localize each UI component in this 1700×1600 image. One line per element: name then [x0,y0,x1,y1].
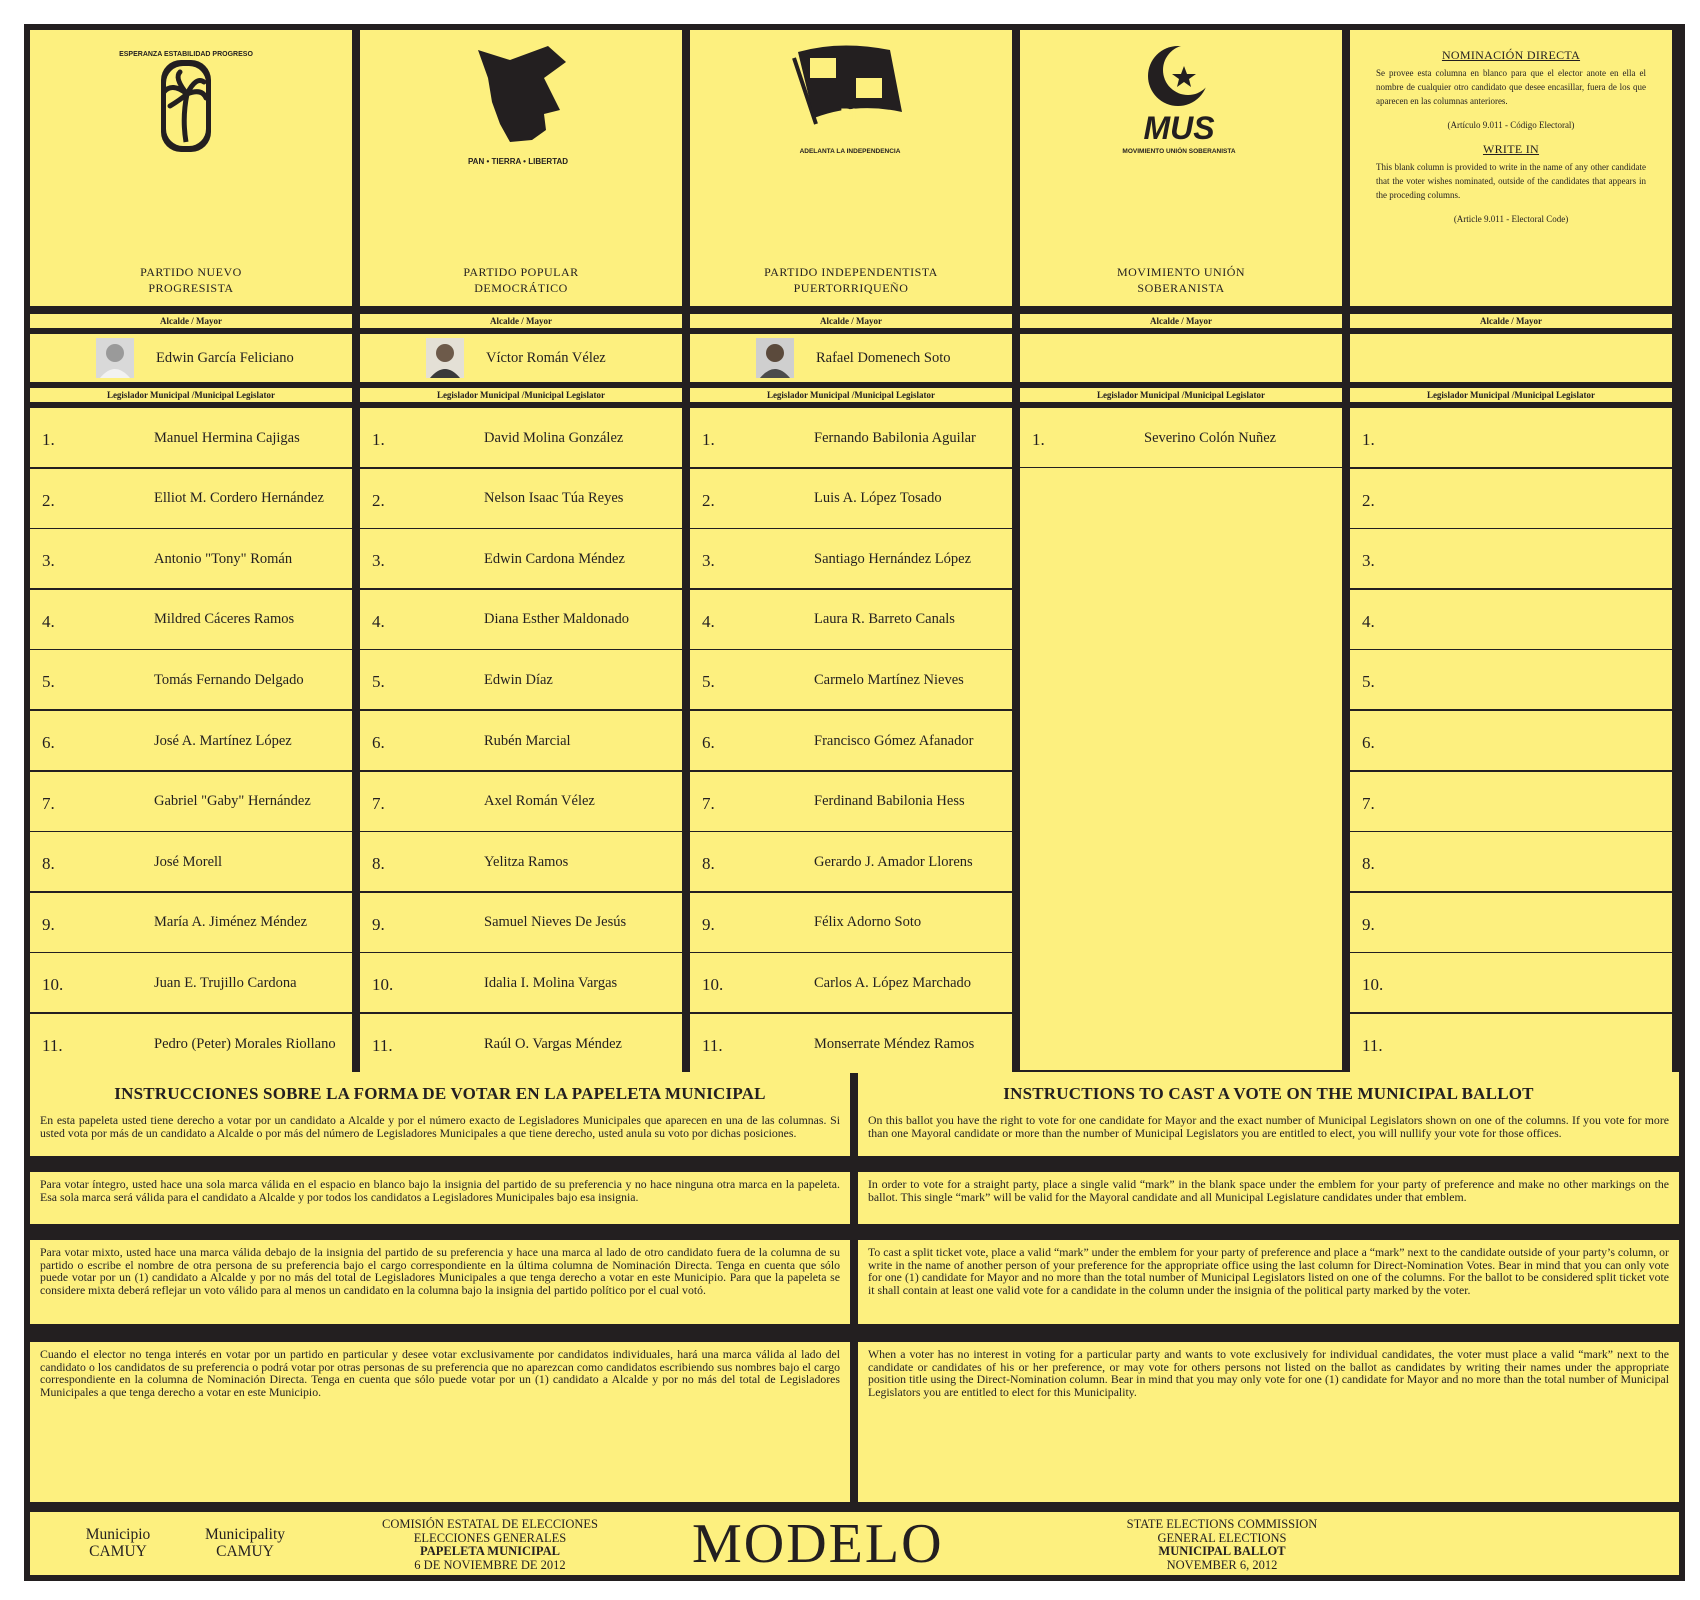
row-number: 5. [42,672,55,692]
instructions-en-1 [858,1072,1679,1156]
legislator-name: Raúl O. Vargas Méndez [484,1035,622,1052]
instructions-title-es: INSTRUCCIONES SOBRE LA FORMA DE VOTAR EN LA PAPELETA MUNICIPAL [114,1084,766,1103]
row-number: 10. [372,975,394,995]
legislator-row[interactable] [360,650,682,709]
legislator-name: Gerardo J. Amador Llorens [814,853,973,870]
commission-es [350,1518,630,1572]
legislator-name [1474,893,1659,953]
legislator-row[interactable] [1350,953,1672,1012]
legislator-row[interactable] [360,590,682,649]
legislator-name: Carmelo Martínez Nieves [814,671,964,688]
election-type-es: ELECCIONES GENERALES [413,1530,567,1545]
legislator-row[interactable] [30,469,352,528]
legislator-name [1474,590,1659,650]
row-number: 5. [702,672,715,692]
row-number: 11. [42,1036,63,1055]
legislator-row[interactable] [360,1014,682,1073]
mus-logo-mark: MUS [1143,110,1215,146]
mayor-name: Rafael Domenech Soto [816,350,951,366]
row-number: 11. [1362,1036,1383,1055]
mayor-candidate-row[interactable] [1020,334,1342,382]
legislator-name: Carlos A. López Marchado [814,974,972,991]
legislator-name: David Molina González [484,429,624,446]
legislator-name: Juan E. Trujillo Cardona [154,974,297,991]
party-emblem-box[interactable] [1020,30,1342,306]
ballot-footer [30,1512,1679,1575]
instruction-text: In order to vote for a straight party, place a single valid “mark” in the blank space under the emblem for your party of preference and make no other markings on the ballot. This single “mark” will be valid for the Mayoral candidate and all Municipal Legislature candidates under that emblem. [868,1177,1669,1204]
instruction-text: Cuando el elector no tenga interés en votar por un partido en particular y desee votar exclusivamente por candidatos individuales, hará una marca válida al lado del candidato o los candidatos de su preferencia o podrá votar por otras personas de su preferencia que no aparezcan como candidatos escribiendo sus nombres bajo el cargo correspondiente en la columna de Nominación Directa. Tenga en cuenta que sólo puede votar por un (1) candidato a Alcalde y por no más del total de Legisladores Municipales a que tenga derecho a votar en este Municipio. [40,1347,840,1399]
legislator-row[interactable] [1350,529,1672,588]
legislator-name: Rubén Marcial [484,732,571,749]
party-emblem-box[interactable] [690,30,1012,306]
row-number: 10. [702,975,724,995]
legislator-name: Mildred Cáceres Ramos [154,611,295,628]
row-number: 2. [42,490,55,510]
legislator-name: Laura R. Barreto Canals [814,611,955,628]
legislator-row[interactable] [30,1014,352,1073]
write-in-cite-en: (Article 9.011 - Electoral Code) [1453,214,1569,224]
row-number: 9. [372,914,385,934]
legislator-header: Legislador Municipal /Municipal Legislator [30,388,352,402]
legislator-row[interactable] [360,469,682,528]
mayor-candidate-row[interactable] [30,334,352,382]
row-number: 5. [1362,672,1375,692]
row-number: 9. [42,914,55,934]
legislator-row[interactable] [690,529,1012,588]
row-number: 11. [702,1036,723,1055]
instruction-text: On this ballot you have the right to vote for one candidate for Mayor and the exact number of Municipal Legislators shown on one of the columns. If you vote for more than one Mayoral candidate or more than the number of Municipal Legislators you are entitled to elect, you will nullify your vote for those offices. [868,1113,1669,1140]
row-number: 3. [702,551,715,571]
legislator-row[interactable] [30,953,352,1012]
row-number: 1. [42,430,55,449]
row-number: 11. [372,1036,393,1055]
row-number: 7. [1362,793,1375,813]
instructions-es-2 [30,1172,850,1224]
legislator-name: Fernando Babilonia Aguilar [814,429,976,446]
mayor-header: Alcalde / Mayor [30,314,352,328]
legislator-header: Legislador Municipal /Municipal Legislator [360,388,682,402]
legislator-name: Monserrate Méndez Ramos [814,1035,975,1052]
election-date-es: 6 DE NOVIEMBRE DE 2012 [414,1557,566,1572]
row-number: 1. [702,430,715,449]
row-number: 3. [372,551,385,571]
row-number: 4. [42,611,55,631]
ballot-type-en: MUNICIPAL BALLOT [1158,1544,1286,1558]
legislator-row[interactable] [30,772,352,831]
row-number: 2. [372,490,385,510]
row-number: 6. [372,733,385,752]
row-number: 2. [702,490,715,510]
legislator-name: Edwin Cardona Méndez [484,550,625,567]
legislator-name: Samuel Nieves De Jesús [484,914,627,931]
legislator-name: Nelson Isaac Túa Reyes [484,490,624,507]
ppd-jibaro-profile-logo [360,38,682,178]
ppd-logo-text: PAN • TIERRA • LIBERTAD [467,157,569,166]
legislator-row[interactable] [1350,650,1672,709]
legislator-name: Gabriel "Gaby" Hernández [154,793,311,810]
instructions-es-3 [30,1240,850,1324]
row-number: 6. [42,733,55,752]
commission-en [1082,1518,1362,1572]
legislator-name [1474,711,1659,771]
legislator-row[interactable] [690,953,1012,1012]
legislator-name: Manuel Hermina Cajigas [154,429,300,446]
mayor-header: Alcalde / Mayor [360,314,682,328]
mayor-header: Alcalde / Mayor [690,314,1012,328]
legislator-name: Antonio "Tony" Román [154,550,293,567]
legislator-name: Félix Adorno Soto [814,914,922,931]
write-in-box[interactable] [1350,30,1672,306]
pip-logo-mark: PIP [840,105,868,124]
legislator-header: Legislador Municipal /Municipal Legislator [1020,388,1342,402]
row-number: 9. [1362,914,1375,934]
mayor-candidate-row[interactable] [360,334,682,382]
legislator-header: Legislador Municipal /Municipal Legislator [690,388,1012,402]
legislator-row[interactable] [1350,711,1672,770]
legislator-name [1474,953,1659,1013]
mus-logo-text: MOVIMIENTO UNIÓN SOBERANISTA [1122,148,1236,155]
instructions-es-1 [30,1072,850,1156]
legislator-name [1474,772,1659,832]
legislator-row[interactable] [30,711,352,770]
instructions-es-4 [30,1342,850,1502]
legislator-row[interactable] [360,711,682,770]
legislator-name: Ferdinand Babilonia Hess [814,793,965,810]
write-in-text-es: Se provee esta columna en blanco para que el elector anote en ella el nombre de cualquier otro candidato que desee encasillar, fuera de los que aparecen en las columnas anteriores. [1376,68,1646,106]
row-number: 10. [1362,975,1384,995]
legislator-row[interactable] [1350,893,1672,952]
election-type-en: GENERAL ELECTIONS [1157,1530,1287,1545]
row-number: 7. [372,793,385,813]
municipality-block [180,1526,310,1560]
write-in-text-en: This blank column is provided to write in the name of any other candidate that the voter wishes nominated, outside of the candidates that appears in the proceding columns. [1376,162,1646,200]
row-number: 1. [372,430,385,449]
legislator-row[interactable] [690,408,1012,467]
legislator-name: Axel Román Vélez [484,793,595,810]
instruction-text: En esta papeleta usted tiene derecho a votar por un candidato a Alcalde y por el número exacto de Legisladores Municipales que aparecen en una de las columnas. Si usted vota por más de un candidato a Alcalde o por más del número de Legisladores Municipales a que tiene derecho, usted anula su voto por dichas posiciones. [40,1113,840,1140]
legislator-row[interactable] [360,772,682,831]
row-number: 8. [1362,854,1375,874]
legislator-row[interactable] [360,893,682,952]
party-name: PARTIDO NUEVO PROGRESISTA [140,265,242,295]
legislator-row[interactable] [1350,832,1672,891]
write-in-title-es: NOMINACIÓN DIRECTA [1441,48,1581,62]
row-number: 9. [702,914,715,934]
legislator-row[interactable] [1350,469,1672,528]
mayor-name: Víctor Román Vélez [486,350,606,366]
legislator-row[interactable] [1350,408,1672,467]
legislator-row[interactable] [690,1014,1012,1073]
instruction-text: Para votar íntegro, usted hace una sola marca válida en el espacio en blanco bajo la insignia del partido de su preferencia y no hace ninguna otra marca en la papeleta. Esa sola marca será válida para el candidato a Alcalde y por todos los candidatos a Legisladores Municipales bajo esa insignia. [40,1177,840,1204]
ballot-type-es: PAPELETA MUNICIPAL [420,1544,560,1558]
legislator-row[interactable] [30,832,352,891]
pnp-palm-tree-logo [30,38,352,178]
municipality-value: CAMUY [216,1543,274,1560]
legislator-row[interactable] [1350,590,1672,649]
commission-name-es: COMISIÓN ESTATAL DE ELECCIONES [382,1517,598,1531]
candidate-photo [96,338,134,378]
legislator-row[interactable] [1350,1014,1672,1073]
instruction-text: To cast a split ticket vote, place a valid “mark” under the emblem for your party of preference and place a “mark” next to the candidate outside of your party’s column, or write in the name of another person of your preference for the appropriate office using the last column for Direct-Nomination Votes. Bear in mind that you can only vote for one (1) candidate for Mayor and no more than the total number of Municipal Legislators listed on one of the columns. For the ballot to be considered split ticket vote it shall contain at least one valid vote for a candidate in the column under the insignia of the political party marked by the voter. [868,1245,1669,1297]
municipality-label: Municipality [204,1526,286,1543]
mayor-header: Alcalde / Mayor [1350,314,1672,328]
row-number: 6. [702,733,715,752]
row-number: 3. [1362,551,1375,571]
mayor-candidate-row[interactable] [690,334,1012,382]
legislator-row[interactable] [690,832,1012,891]
legislator-row[interactable] [30,650,352,709]
municipio-value: CAMUY [89,1543,147,1560]
legislator-name: Edwin Díaz [484,671,553,688]
party-emblem-box[interactable] [30,30,352,306]
mayor-header: Alcalde / Mayor [1020,314,1342,328]
pnp-logo-text: ESPERANZA ESTABILIDAD PROGRESO [119,51,253,58]
row-number: 2. [1362,490,1375,510]
row-number: 10. [42,975,64,995]
row-number: 1. [1362,430,1375,449]
row-number: 8. [42,854,55,874]
row-number: 8. [702,854,715,874]
municipio-label: Municipio [85,1526,151,1543]
legislator-row[interactable] [1020,408,1342,467]
legislator-row[interactable] [690,469,1012,528]
legislator-name: María A. Jiménez Méndez [154,914,308,931]
instruction-text: When a voter has no interest in voting for a particular party and wants to vote exclusively for individual candidates, the voter must place a valid “mark” next to the candidate or candidates of his or her preference, or may vote for others persons not listed on the ballot as candidates by writing their names under the appropriate position title using the Direct-Nomination column. Bear in mind that you may only vote for one (1) candidate for Mayor and no more than the total number of Municipal Legislators you are entitled to elect for this Municipality. [868,1347,1669,1399]
empty-column-area [1020,468,1342,1070]
legislator-name: Severino Colón Nuñez [1144,429,1277,446]
row-number: 3. [42,551,55,571]
instruction-text: Para votar mixto, usted hace una marca válida debajo de la insignia del partido de su preferencia y hace una marca al lado de otro candidato fuera de la columna de su partido o escribe el nombre de otra persona de su preferencia bajo el cargo correspondiente en la última columna de Nominación Directa. Tenga en cuenta que sólo puede votar por un (1) candidato a Alcalde y por no más del total de Legisladores Municipales a que tenga derecho a votar en este Municipio. Para que la papeleta se considere mixta deberá reflejar un voto válido para al menos un candidato en la columna bajo la insignia del partido político por el cual votó. [40,1245,840,1297]
legislator-row[interactable] [360,953,682,1012]
party-emblem-box[interactable] [360,30,682,306]
legislator-name: Santiago Hernández López [814,550,972,567]
legislator-row[interactable] [690,893,1012,952]
legislator-name [1474,529,1659,589]
legislator-name: Diana Esther Maldonado [484,611,629,628]
legislator-name [1474,650,1659,710]
write-in-mayor-field[interactable] [1350,334,1672,382]
legislator-row[interactable] [360,832,682,891]
legislator-name: Francisco Gómez Afanador [814,732,974,749]
instructions-title-en: INSTRUCTIONS TO CAST A VOTE ON THE MUNICIPAL BALLOT [1003,1084,1534,1103]
party-name: PARTIDO INDEPENDENTISTA PUERTORRIQUEÑO [764,265,938,295]
legislator-name: Tomás Fernando Delgado [154,671,304,688]
instructions-en-2 [858,1172,1679,1224]
row-number: 8. [372,854,385,874]
legislator-row[interactable] [30,529,352,588]
legislator-name: José A. Martínez López [154,732,292,749]
write-in-title-en: WRITE IN [1482,142,1540,156]
pip-logo-text: ADELANTA LA INDEPENDENCIA [799,148,901,155]
legislator-row[interactable] [360,408,682,467]
legislator-row[interactable] [690,711,1012,770]
legislator-row[interactable] [690,772,1012,831]
party-name: MOVIMIENTO UNIÓN SOBERANISTA [1116,265,1246,295]
candidate-photo [756,338,794,378]
legislator-row[interactable] [360,529,682,588]
legislator-name: Luis A. López Tosado [814,490,942,507]
municipal-ballot [24,24,1685,1581]
row-number: 7. [702,793,715,813]
write-in-cite-es: (Artículo 9.011 - Código Electoral) [1447,120,1575,130]
legislator-row[interactable] [30,893,352,952]
legislator-row[interactable] [690,650,1012,709]
mayor-name: Edwin García Feliciano [156,350,294,366]
row-number: 1. [1032,430,1045,449]
legislator-row[interactable] [1350,772,1672,831]
legislator-name: Elliot M. Cordero Hernández [154,490,324,507]
legislator-name: Yelitza Ramos [484,853,569,870]
election-date-en: NOVEMBER 6, 2012 [1166,1557,1278,1572]
legislator-name: Idalia I. Molina Vargas [484,974,618,991]
legislator-name [1474,832,1659,892]
municipio-block [68,1526,168,1560]
instructions-en-3 [858,1240,1679,1324]
legislator-row[interactable] [30,590,352,649]
row-number: 4. [702,611,715,631]
row-number: 5. [372,672,385,692]
pip-flag-logo [690,38,1012,178]
party-name: PARTIDO POPULAR DEMOCRÁTICO [463,265,579,295]
mus-crescent-star-logo [1020,38,1342,178]
legislator-name [1474,1014,1659,1074]
row-number: 7. [42,793,55,813]
instructions-en-4 [858,1342,1679,1502]
legislator-name: Pedro (Peter) Morales Riollano [154,1035,336,1052]
legislator-name [1474,469,1659,529]
row-number: 6. [1362,733,1375,752]
modelo-watermark: MODELO [692,1513,944,1575]
candidate-photo [426,338,464,378]
commission-name-en: STATE ELECTIONS COMMISSION [1126,1517,1318,1531]
legislator-header: Legislador Municipal /Municipal Legislator [1350,388,1672,402]
legislator-name [1474,408,1659,468]
legislator-name: José Morell [154,853,223,870]
legislator-row[interactable] [30,408,352,467]
row-number: 4. [1362,611,1375,631]
legislator-row[interactable] [690,590,1012,649]
row-number: 4. [372,611,385,631]
